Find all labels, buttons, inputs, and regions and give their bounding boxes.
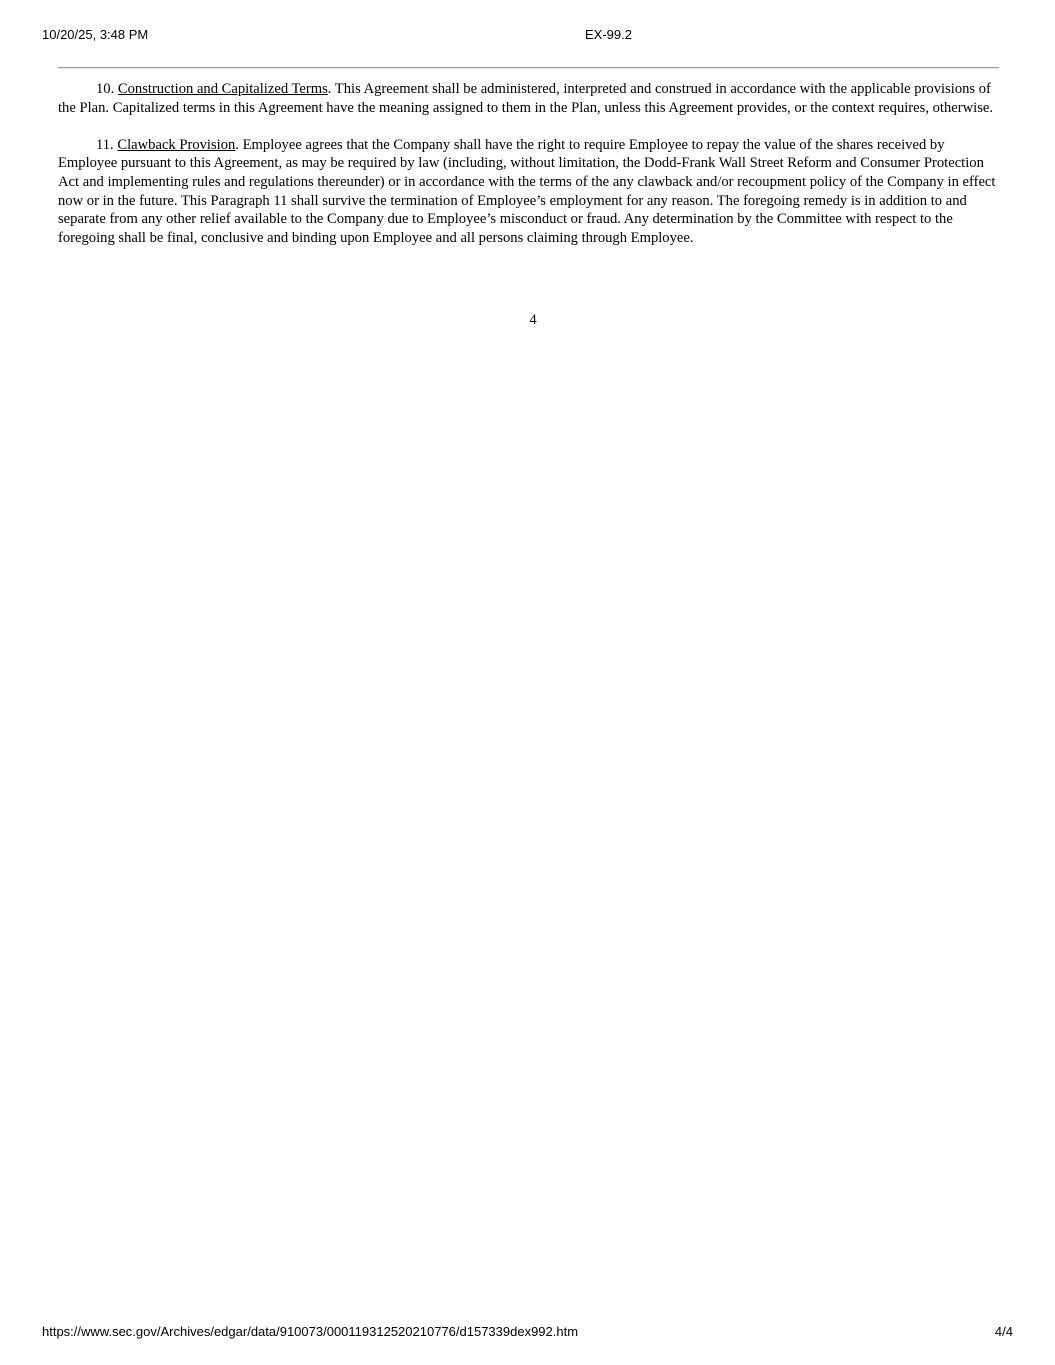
- section-number: 11.: [96, 136, 118, 153]
- page-count: 4/4: [994, 1324, 1013, 1339]
- print-document-title: EX-99.2: [585, 27, 632, 42]
- section-text: . This Agreement shall be administered, interpreted and construed in accordance with the applicable provisions of the Plan. Capitalized terms in this Agreement have the meaning assigned to them in the Plan, unless this Agreement provides, or the context requires, otherwise.: [58, 81, 993, 116]
- print-footer: [0, 1323, 1055, 1341]
- section-paragraph-10: [58, 80, 1004, 117]
- page-number: 4: [529, 312, 537, 328]
- section-number: 10.: [96, 81, 118, 97]
- section-heading: Construction and Capitalized Terms: [117, 81, 328, 97]
- section-paragraph-11: [58, 136, 1004, 248]
- print-header: [0, 26, 1055, 44]
- section-text: . Employee agrees that the Company shall have the right to require Employee to repay the value of the shares received by Employee pursuant to this Agreement, as may be required by law (including, without limitation, the Dodd-Frank Wall Street Reform and Consumer Protection Act and implementing rules and regulations thereunder) or in accordance with the terms of the any clawback and/or recoupment policy of the Company in effect now or in the future. This Paragraph 11 shall survive the termination of Employee’s employment for any reason. The foregoing remedy is in addition to and separate from any other relief available to the Company due to Employee’s misconduct or fraud. Any determination by the Committee with respect to the foregoing shall be final, conclusive and binding upon Employee and all persons claiming through Employee.: [58, 136, 996, 246]
- source-url[interactable]: https://www.sec.gov/Archives/edgar/data/910073/000119312520210776/d157339dex992.htm: [42, 1324, 579, 1339]
- horizontal-rule: [58, 67, 999, 69]
- print-datetime: 10/20/25, 3:48 PM: [42, 27, 149, 42]
- section-heading: Clawback Provision: [117, 136, 236, 153]
- document-body: [58, 80, 1004, 266]
